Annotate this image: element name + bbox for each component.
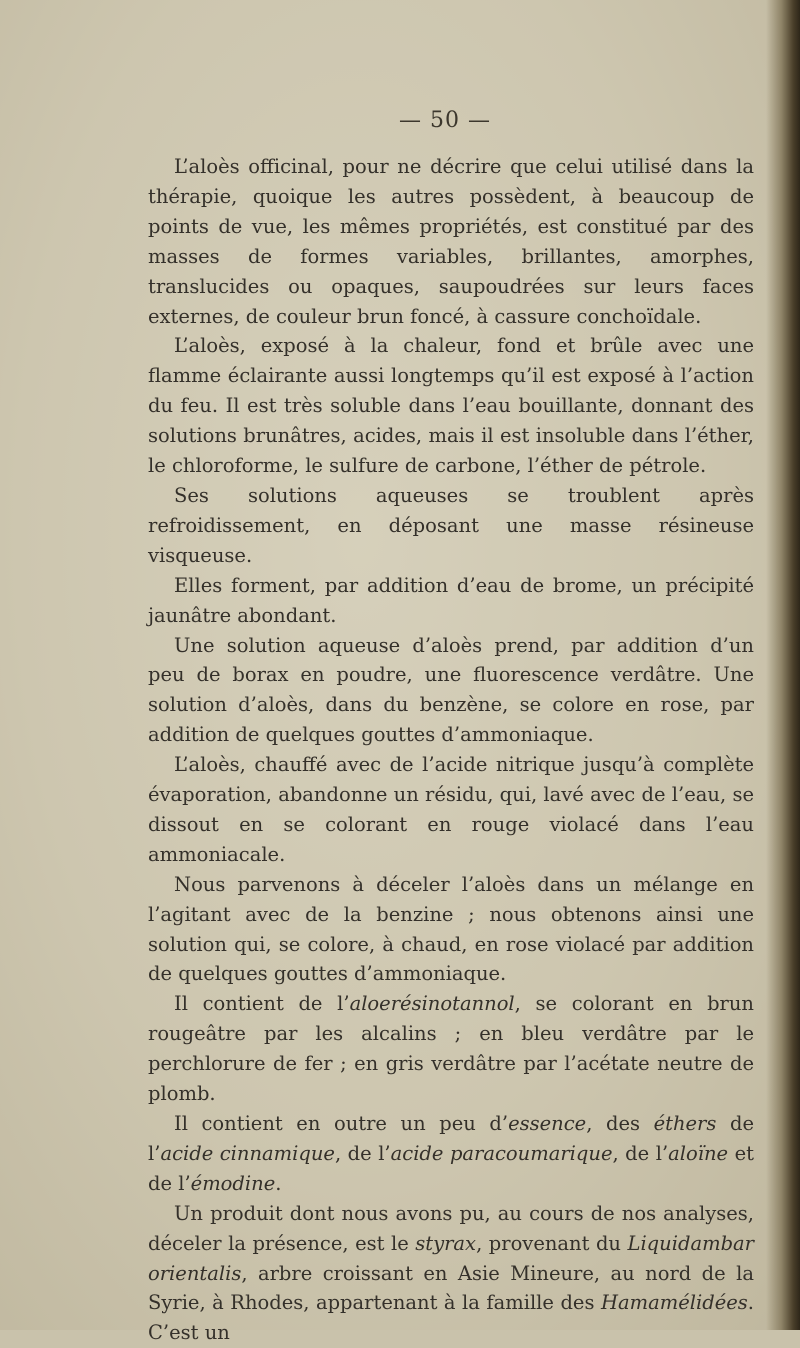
text-run: Il contient en outre un peu d’ bbox=[174, 1112, 509, 1135]
paragraph-6: L’aloès, chauffé avec de l’acide nitrique jusqu’à complète évaporation, abandonne un résidu, qui, lavé avec de l’eau, se dissout en se colorant en rouge violacé dans l’eau ammoniacale. bbox=[148, 753, 754, 866]
paragraph-9 bbox=[148, 1109, 754, 1199]
paragraph-7: Nous parvenons à déceler l’aloès dans un mélange en l’agitant avec de la benzine ; nous obtenons ainsi une solution qui, se colore, à chaud, en rose violacé par addition de quelques gouttes d’ammoniaque. bbox=[148, 872, 754, 986]
page-number: — 50 — bbox=[399, 108, 491, 133]
italic-term: styrax bbox=[415, 1231, 477, 1255]
page-edge-shadow bbox=[766, 0, 800, 1330]
text-run: , provenant du bbox=[476, 1231, 628, 1255]
paragraph-5: Une solution aqueuse d’aloès prend, par addition d’un peu de borax en poudre, une fluorescence verdâtre. Une solution d’aloès, dans du benzène, se colore en rose, par addition de quelques gouttes d’ammoniaque. bbox=[148, 633, 754, 747]
italic-term: essence bbox=[508, 1112, 587, 1135]
text-run: . C’est un bbox=[148, 1291, 754, 1345]
text-run: et de l’ bbox=[148, 1141, 754, 1195]
paragraph-1: L’aloès officinal, pour ne décrire que celui utilisé dans la thérapie, quoique les autres possèdent, à beaucoup de points de vue, les mêmes propriétés, est constitué par des masses de formes variables, brillantes, amorphes, translucides ou opaques, saupoudrées sur leurs faces externes, de couleur brun foncé, à cassure conchoïdale. bbox=[148, 155, 754, 328]
text-run: , arbre croissant en Asie Mineure, au nord de la Syrie, à Rhodes, appartenant à la famille des bbox=[148, 1261, 754, 1315]
italic-term: Liquidambar orientalis bbox=[148, 1231, 754, 1285]
text-run: , des bbox=[586, 1112, 654, 1135]
text-run: Un produit dont nous avons pu, au cours de nos analyses, déceler la présence, est le bbox=[148, 1201, 754, 1255]
italic-term: aloïne bbox=[668, 1141, 729, 1165]
text-run: . bbox=[275, 1171, 282, 1195]
paragraph-4: Elles forment, par addition d’eau de brome, un précipité jaunâtre abondant. bbox=[148, 573, 754, 627]
text-run: Il contient de l’ bbox=[174, 992, 350, 1016]
body-text bbox=[148, 152, 754, 1348]
italic-term: Hamamélidées bbox=[600, 1291, 748, 1315]
text-run: de l’ bbox=[148, 1112, 754, 1165]
text-run: , de l’ bbox=[612, 1141, 669, 1165]
text-run: , se colorant en brun rougeâtre par les alcalins ; en bleu verdâtre par le perchlorure de fer ; en gris verdâtre par l’acétate neutre de plomb. bbox=[148, 992, 754, 1106]
paragraph-2: L’aloès, exposé à la chaleur, fond et brûle avec une flamme éclairante aussi longtemps qu’il est exposé à l’action du feu. Il est très soluble dans l’eau bouillante, donnant des solutions brunâtres, acides, mais il est insoluble dans l’éther, le chloroforme, le sulfure de carbone, l’éther de pétrole. bbox=[148, 334, 754, 478]
italic-term: émodine bbox=[190, 1171, 276, 1195]
paragraph-10 bbox=[148, 1199, 754, 1348]
text-run: , de l’ bbox=[334, 1141, 391, 1165]
italic-term: acide paracoumarique bbox=[390, 1141, 613, 1165]
paragraph-8 bbox=[148, 989, 754, 1109]
italic-term: aloerésinotannol bbox=[349, 992, 515, 1016]
italic-term: acide cinnamique bbox=[160, 1141, 335, 1165]
italic-term: éthers bbox=[653, 1112, 717, 1135]
paragraph-3: Ses solutions aqueuses se troublent après refroidissement, en déposant une masse résineuse visqueuse. bbox=[148, 483, 754, 567]
